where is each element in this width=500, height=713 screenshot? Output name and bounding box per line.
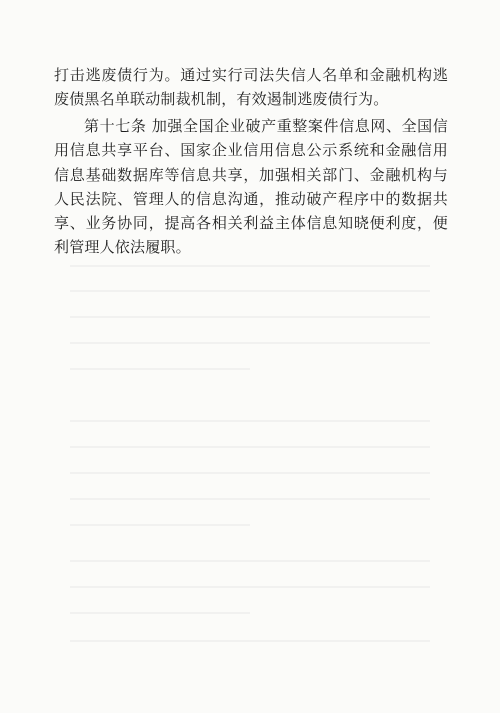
bleed-through-line <box>70 420 430 422</box>
bleed-through-line <box>70 586 430 588</box>
paragraph-text: 第十七条 加强全国企业破产重整案件信息网、全国信用信息共享平台、国家企业信用信息公示系统和金融信用信息基础数据库等信息共享，加强相关部门、金融机构与人民法院、管理人的信息沟通，推动破产程序中的数据共享、业务协同，提高各相关利益主体信息知晓便利度，便利管理人依法履职。 <box>54 117 448 257</box>
paragraph-text: 打击逃废债行为。通过实行司法失信人名单和金融机构逃废债黑名单联动制裁机制，有效遏制逃废债行为。 <box>54 66 448 109</box>
paragraph-continuation <box>54 63 448 112</box>
bleed-through-line <box>70 524 250 526</box>
bleed-through-line <box>70 316 430 318</box>
bleed-through-line <box>70 560 430 562</box>
article-17-paragraph <box>54 114 448 260</box>
bleed-through-line <box>70 472 430 474</box>
bleed-through-line <box>70 612 250 614</box>
bleed-through-line <box>70 342 430 344</box>
bleed-through-line <box>70 265 430 267</box>
bleed-through-line <box>70 290 430 292</box>
bleed-through-line <box>70 446 430 448</box>
bleed-through-line <box>70 640 430 642</box>
bleed-through-line <box>70 498 430 500</box>
bleed-through-line <box>70 368 250 370</box>
